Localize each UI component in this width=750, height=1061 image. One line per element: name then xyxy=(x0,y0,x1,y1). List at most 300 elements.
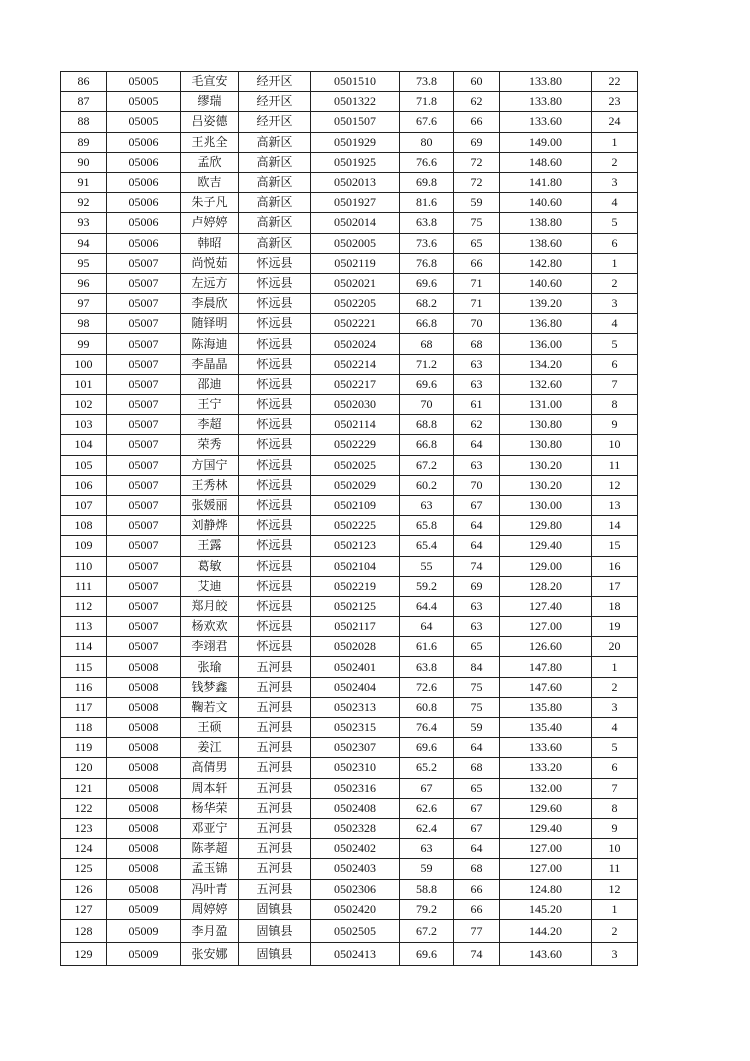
total-score-cell: 133.80 xyxy=(500,72,592,92)
table-row xyxy=(61,415,638,435)
position-code-cell: 05007 xyxy=(107,556,181,576)
total-score-cell: 143.60 xyxy=(500,942,592,965)
total-score-cell: 145.20 xyxy=(500,899,592,919)
rank-cell: 3 xyxy=(592,172,638,192)
seq-cell: 127 xyxy=(61,899,107,919)
score-a-cell: 69.8 xyxy=(400,172,454,192)
table-row xyxy=(61,718,638,738)
position-code-cell: 05008 xyxy=(107,798,181,818)
score-b-cell: 71 xyxy=(454,294,500,314)
table-row xyxy=(61,455,638,475)
score-b-cell: 70 xyxy=(454,314,500,334)
table-row xyxy=(61,596,638,616)
exam-id-cell: 0502225 xyxy=(311,516,400,536)
score-b-cell: 59 xyxy=(454,193,500,213)
table-row xyxy=(61,172,638,192)
score-b-cell: 67 xyxy=(454,818,500,838)
rank-cell: 16 xyxy=(592,556,638,576)
score-b-cell: 68 xyxy=(454,334,500,354)
score-a-cell: 60.8 xyxy=(400,697,454,717)
exam-id-cell: 0502505 xyxy=(311,919,400,942)
position-code-cell: 05009 xyxy=(107,919,181,942)
table-row xyxy=(61,556,638,576)
district-cell: 五河县 xyxy=(239,778,311,798)
score-b-cell: 75 xyxy=(454,677,500,697)
district-cell: 怀远县 xyxy=(239,273,311,293)
score-b-cell: 63 xyxy=(454,617,500,637)
score-b-cell: 75 xyxy=(454,213,500,233)
score-a-cell: 76.8 xyxy=(400,253,454,273)
seq-cell: 89 xyxy=(61,132,107,152)
district-cell: 怀远县 xyxy=(239,556,311,576)
seq-cell: 119 xyxy=(61,738,107,758)
position-code-cell: 05008 xyxy=(107,657,181,677)
table-row xyxy=(61,899,638,919)
position-code-cell: 05007 xyxy=(107,637,181,657)
score-b-cell: 70 xyxy=(454,475,500,495)
score-a-cell: 70 xyxy=(400,395,454,415)
name-cell: 吕姿德 xyxy=(181,112,239,132)
total-score-cell: 127.40 xyxy=(500,596,592,616)
exam-id-cell: 0502315 xyxy=(311,718,400,738)
score-a-cell: 67.2 xyxy=(400,455,454,475)
table-row xyxy=(61,942,638,965)
table-row xyxy=(61,354,638,374)
district-cell: 怀远县 xyxy=(239,455,311,475)
total-score-cell: 148.60 xyxy=(500,152,592,172)
seq-cell: 114 xyxy=(61,637,107,657)
name-cell: 刘静烨 xyxy=(181,516,239,536)
rank-cell: 1 xyxy=(592,899,638,919)
total-score-cell: 127.00 xyxy=(500,859,592,879)
table-row xyxy=(61,919,638,942)
seq-cell: 115 xyxy=(61,657,107,677)
score-a-cell: 71.2 xyxy=(400,354,454,374)
rank-cell: 2 xyxy=(592,152,638,172)
district-cell: 五河县 xyxy=(239,818,311,838)
table-row xyxy=(61,314,638,334)
rank-cell: 9 xyxy=(592,415,638,435)
position-code-cell: 05008 xyxy=(107,718,181,738)
score-b-cell: 69 xyxy=(454,576,500,596)
table-row xyxy=(61,72,638,92)
name-cell: 周婷婷 xyxy=(181,899,239,919)
district-cell: 经开区 xyxy=(239,72,311,92)
score-table xyxy=(60,71,638,966)
name-cell: 鞠若文 xyxy=(181,697,239,717)
score-b-cell: 66 xyxy=(454,112,500,132)
exam-id-cell: 0502028 xyxy=(311,637,400,657)
exam-id-cell: 0502217 xyxy=(311,374,400,394)
position-code-cell: 05007 xyxy=(107,617,181,637)
seq-cell: 101 xyxy=(61,374,107,394)
position-code-cell: 05005 xyxy=(107,92,181,112)
total-score-cell: 136.80 xyxy=(500,314,592,334)
rank-cell: 2 xyxy=(592,919,638,942)
table-row xyxy=(61,818,638,838)
score-b-cell: 62 xyxy=(454,415,500,435)
table-row xyxy=(61,576,638,596)
total-score-cell: 134.20 xyxy=(500,354,592,374)
name-cell: 王硕 xyxy=(181,718,239,738)
seq-cell: 122 xyxy=(61,798,107,818)
rank-cell: 10 xyxy=(592,839,638,859)
seq-cell: 118 xyxy=(61,718,107,738)
district-cell: 五河县 xyxy=(239,758,311,778)
position-code-cell: 05007 xyxy=(107,596,181,616)
table-row xyxy=(61,334,638,354)
name-cell: 尚悦茹 xyxy=(181,253,239,273)
total-score-cell: 144.20 xyxy=(500,919,592,942)
exam-id-cell: 0502328 xyxy=(311,818,400,838)
score-b-cell: 77 xyxy=(454,919,500,942)
rank-cell: 2 xyxy=(592,273,638,293)
district-cell: 五河县 xyxy=(239,738,311,758)
table-row xyxy=(61,435,638,455)
position-code-cell: 05008 xyxy=(107,697,181,717)
district-cell: 怀远县 xyxy=(239,516,311,536)
name-cell: 周本轩 xyxy=(181,778,239,798)
table-row xyxy=(61,193,638,213)
seq-cell: 129 xyxy=(61,942,107,965)
rank-cell: 23 xyxy=(592,92,638,112)
score-b-cell: 64 xyxy=(454,516,500,536)
total-score-cell: 138.80 xyxy=(500,213,592,233)
total-score-cell: 133.80 xyxy=(500,92,592,112)
seq-cell: 123 xyxy=(61,818,107,838)
name-cell: 王宁 xyxy=(181,395,239,415)
position-code-cell: 05007 xyxy=(107,516,181,536)
total-score-cell: 135.80 xyxy=(500,697,592,717)
district-cell: 怀远县 xyxy=(239,576,311,596)
score-b-cell: 59 xyxy=(454,718,500,738)
district-cell: 怀远县 xyxy=(239,637,311,657)
table-row xyxy=(61,738,638,758)
exam-id-cell: 0501925 xyxy=(311,152,400,172)
position-code-cell: 05008 xyxy=(107,758,181,778)
score-a-cell: 68.2 xyxy=(400,294,454,314)
district-cell: 怀远县 xyxy=(239,536,311,556)
exam-id-cell: 0502117 xyxy=(311,617,400,637)
exam-id-cell: 0502402 xyxy=(311,839,400,859)
rank-cell: 10 xyxy=(592,435,638,455)
total-score-cell: 131.00 xyxy=(500,395,592,415)
seq-cell: 117 xyxy=(61,697,107,717)
total-score-cell: 132.00 xyxy=(500,778,592,798)
table-row xyxy=(61,536,638,556)
total-score-cell: 133.20 xyxy=(500,758,592,778)
exam-id-cell: 0502014 xyxy=(311,213,400,233)
district-cell: 高新区 xyxy=(239,172,311,192)
district-cell: 五河县 xyxy=(239,677,311,697)
exam-id-cell: 0501929 xyxy=(311,132,400,152)
exam-id-cell: 0502119 xyxy=(311,253,400,273)
total-score-cell: 142.80 xyxy=(500,253,592,273)
exam-id-cell: 0502214 xyxy=(311,354,400,374)
total-score-cell: 147.80 xyxy=(500,657,592,677)
total-score-cell: 128.20 xyxy=(500,576,592,596)
position-code-cell: 05007 xyxy=(107,455,181,475)
seq-cell: 94 xyxy=(61,233,107,253)
district-cell: 五河县 xyxy=(239,859,311,879)
name-cell: 李翊君 xyxy=(181,637,239,657)
score-a-cell: 65.2 xyxy=(400,758,454,778)
score-a-cell: 63 xyxy=(400,495,454,515)
exam-id-cell: 0502205 xyxy=(311,294,400,314)
district-cell: 怀远县 xyxy=(239,334,311,354)
score-a-cell: 76.4 xyxy=(400,718,454,738)
score-b-cell: 62 xyxy=(454,92,500,112)
score-b-cell: 64 xyxy=(454,839,500,859)
total-score-cell: 136.00 xyxy=(500,334,592,354)
score-a-cell: 69.6 xyxy=(400,942,454,965)
table-row xyxy=(61,778,638,798)
total-score-cell: 135.40 xyxy=(500,718,592,738)
exam-id-cell: 0502024 xyxy=(311,334,400,354)
score-a-cell: 69.6 xyxy=(400,738,454,758)
total-score-cell: 127.00 xyxy=(500,839,592,859)
score-a-cell: 66.8 xyxy=(400,435,454,455)
rank-cell: 24 xyxy=(592,112,638,132)
rank-cell: 5 xyxy=(592,738,638,758)
name-cell: 杨欢欢 xyxy=(181,617,239,637)
table-row xyxy=(61,132,638,152)
total-score-cell: 149.00 xyxy=(500,132,592,152)
rank-cell: 14 xyxy=(592,516,638,536)
name-cell: 随铎明 xyxy=(181,314,239,334)
score-b-cell: 75 xyxy=(454,697,500,717)
position-code-cell: 05008 xyxy=(107,778,181,798)
total-score-cell: 127.00 xyxy=(500,617,592,637)
rank-cell: 4 xyxy=(592,718,638,738)
score-table-body xyxy=(61,72,638,966)
rank-cell: 1 xyxy=(592,657,638,677)
score-a-cell: 80 xyxy=(400,132,454,152)
total-score-cell: 129.40 xyxy=(500,818,592,838)
exam-id-cell: 0502029 xyxy=(311,475,400,495)
district-cell: 五河县 xyxy=(239,839,311,859)
name-cell: 高倩男 xyxy=(181,758,239,778)
position-code-cell: 05008 xyxy=(107,818,181,838)
rank-cell: 19 xyxy=(592,617,638,637)
score-b-cell: 72 xyxy=(454,152,500,172)
score-a-cell: 66.8 xyxy=(400,314,454,334)
district-cell: 五河县 xyxy=(239,697,311,717)
exam-id-cell: 0502413 xyxy=(311,942,400,965)
seq-cell: 102 xyxy=(61,395,107,415)
total-score-cell: 133.60 xyxy=(500,738,592,758)
score-a-cell: 67.6 xyxy=(400,112,454,132)
score-b-cell: 74 xyxy=(454,556,500,576)
seq-cell: 92 xyxy=(61,193,107,213)
total-score-cell: 124.80 xyxy=(500,879,592,899)
position-code-cell: 05006 xyxy=(107,213,181,233)
score-a-cell: 62.4 xyxy=(400,818,454,838)
position-code-cell: 05005 xyxy=(107,112,181,132)
score-a-cell: 65.4 xyxy=(400,536,454,556)
name-cell: 陈海迪 xyxy=(181,334,239,354)
seq-cell: 113 xyxy=(61,617,107,637)
name-cell: 陈孝超 xyxy=(181,839,239,859)
rank-cell: 5 xyxy=(592,334,638,354)
rank-cell: 12 xyxy=(592,879,638,899)
name-cell: 方国宁 xyxy=(181,455,239,475)
rank-cell: 3 xyxy=(592,294,638,314)
position-code-cell: 05008 xyxy=(107,859,181,879)
rank-cell: 15 xyxy=(592,536,638,556)
exam-id-cell: 0502306 xyxy=(311,879,400,899)
exam-id-cell: 0502316 xyxy=(311,778,400,798)
score-a-cell: 63 xyxy=(400,839,454,859)
table-row xyxy=(61,273,638,293)
rank-cell: 11 xyxy=(592,455,638,475)
position-code-cell: 05008 xyxy=(107,879,181,899)
name-cell: 左远方 xyxy=(181,273,239,293)
rank-cell: 18 xyxy=(592,596,638,616)
table-row xyxy=(61,374,638,394)
district-cell: 高新区 xyxy=(239,132,311,152)
name-cell: 冯叶青 xyxy=(181,879,239,899)
district-cell: 怀远县 xyxy=(239,314,311,334)
position-code-cell: 05006 xyxy=(107,132,181,152)
position-code-cell: 05007 xyxy=(107,435,181,455)
exam-id-cell: 0502025 xyxy=(311,455,400,475)
rank-cell: 13 xyxy=(592,495,638,515)
score-a-cell: 59 xyxy=(400,859,454,879)
score-a-cell: 73.8 xyxy=(400,72,454,92)
score-a-cell: 67.2 xyxy=(400,919,454,942)
district-cell: 怀远县 xyxy=(239,596,311,616)
total-score-cell: 129.60 xyxy=(500,798,592,818)
table-row xyxy=(61,697,638,717)
table-row xyxy=(61,213,638,233)
exam-id-cell: 0501322 xyxy=(311,92,400,112)
table-row xyxy=(61,495,638,515)
position-code-cell: 05009 xyxy=(107,899,181,919)
score-a-cell: 60.2 xyxy=(400,475,454,495)
position-code-cell: 05007 xyxy=(107,475,181,495)
position-code-cell: 05009 xyxy=(107,942,181,965)
position-code-cell: 05008 xyxy=(107,738,181,758)
district-cell: 怀远县 xyxy=(239,617,311,637)
position-code-cell: 05005 xyxy=(107,72,181,92)
seq-cell: 112 xyxy=(61,596,107,616)
score-b-cell: 66 xyxy=(454,879,500,899)
name-cell: 姜江 xyxy=(181,738,239,758)
position-code-cell: 05007 xyxy=(107,273,181,293)
district-cell: 高新区 xyxy=(239,233,311,253)
table-row xyxy=(61,617,638,637)
score-a-cell: 63.8 xyxy=(400,657,454,677)
seq-cell: 124 xyxy=(61,839,107,859)
table-row xyxy=(61,758,638,778)
exam-id-cell: 0502420 xyxy=(311,899,400,919)
name-cell: 孟欣 xyxy=(181,152,239,172)
table-row xyxy=(61,112,638,132)
position-code-cell: 05008 xyxy=(107,677,181,697)
position-code-cell: 05007 xyxy=(107,395,181,415)
rank-cell: 17 xyxy=(592,576,638,596)
rank-cell: 6 xyxy=(592,233,638,253)
rank-cell: 8 xyxy=(592,798,638,818)
rank-cell: 4 xyxy=(592,314,638,334)
district-cell: 五河县 xyxy=(239,718,311,738)
district-cell: 高新区 xyxy=(239,152,311,172)
position-code-cell: 05007 xyxy=(107,354,181,374)
name-cell: 卢婷婷 xyxy=(181,213,239,233)
score-a-cell: 71.8 xyxy=(400,92,454,112)
district-cell: 怀远县 xyxy=(239,415,311,435)
total-score-cell: 138.60 xyxy=(500,233,592,253)
exam-id-cell: 0502109 xyxy=(311,495,400,515)
table-row xyxy=(61,395,638,415)
score-b-cell: 66 xyxy=(454,899,500,919)
name-cell: 荣秀 xyxy=(181,435,239,455)
total-score-cell: 130.00 xyxy=(500,495,592,515)
exam-id-cell: 0502408 xyxy=(311,798,400,818)
position-code-cell: 05007 xyxy=(107,374,181,394)
score-b-cell: 65 xyxy=(454,778,500,798)
score-a-cell: 62.6 xyxy=(400,798,454,818)
score-a-cell: 68 xyxy=(400,334,454,354)
rank-cell: 8 xyxy=(592,395,638,415)
score-b-cell: 72 xyxy=(454,172,500,192)
table-row xyxy=(61,294,638,314)
district-cell: 经开区 xyxy=(239,92,311,112)
seq-cell: 107 xyxy=(61,495,107,515)
total-score-cell: 130.80 xyxy=(500,415,592,435)
table-row xyxy=(61,516,638,536)
table-row xyxy=(61,475,638,495)
seq-cell: 111 xyxy=(61,576,107,596)
seq-cell: 108 xyxy=(61,516,107,536)
position-code-cell: 05007 xyxy=(107,536,181,556)
name-cell: 韩昭 xyxy=(181,233,239,253)
total-score-cell: 130.20 xyxy=(500,475,592,495)
score-a-cell: 59.2 xyxy=(400,576,454,596)
total-score-cell: 130.20 xyxy=(500,455,592,475)
seq-cell: 91 xyxy=(61,172,107,192)
score-b-cell: 68 xyxy=(454,758,500,778)
seq-cell: 100 xyxy=(61,354,107,374)
rank-cell: 7 xyxy=(592,374,638,394)
position-code-cell: 05006 xyxy=(107,152,181,172)
score-a-cell: 64 xyxy=(400,617,454,637)
position-code-cell: 05007 xyxy=(107,253,181,273)
name-cell: 葛敏 xyxy=(181,556,239,576)
exam-id-cell: 0502219 xyxy=(311,576,400,596)
exam-id-cell: 0502104 xyxy=(311,556,400,576)
district-cell: 怀远县 xyxy=(239,475,311,495)
name-cell: 张瑜 xyxy=(181,657,239,677)
score-a-cell: 73.6 xyxy=(400,233,454,253)
table-row xyxy=(61,637,638,657)
district-cell: 五河县 xyxy=(239,879,311,899)
name-cell: 王兆全 xyxy=(181,132,239,152)
table-row xyxy=(61,798,638,818)
district-cell: 固镇县 xyxy=(239,899,311,919)
score-a-cell: 55 xyxy=(400,556,454,576)
name-cell: 钱梦鑫 xyxy=(181,677,239,697)
table-row xyxy=(61,859,638,879)
rank-cell: 3 xyxy=(592,942,638,965)
score-a-cell: 76.6 xyxy=(400,152,454,172)
total-score-cell: 129.40 xyxy=(500,536,592,556)
name-cell: 李超 xyxy=(181,415,239,435)
district-cell: 怀远县 xyxy=(239,354,311,374)
exam-id-cell: 0502030 xyxy=(311,395,400,415)
exam-id-cell: 0502123 xyxy=(311,536,400,556)
